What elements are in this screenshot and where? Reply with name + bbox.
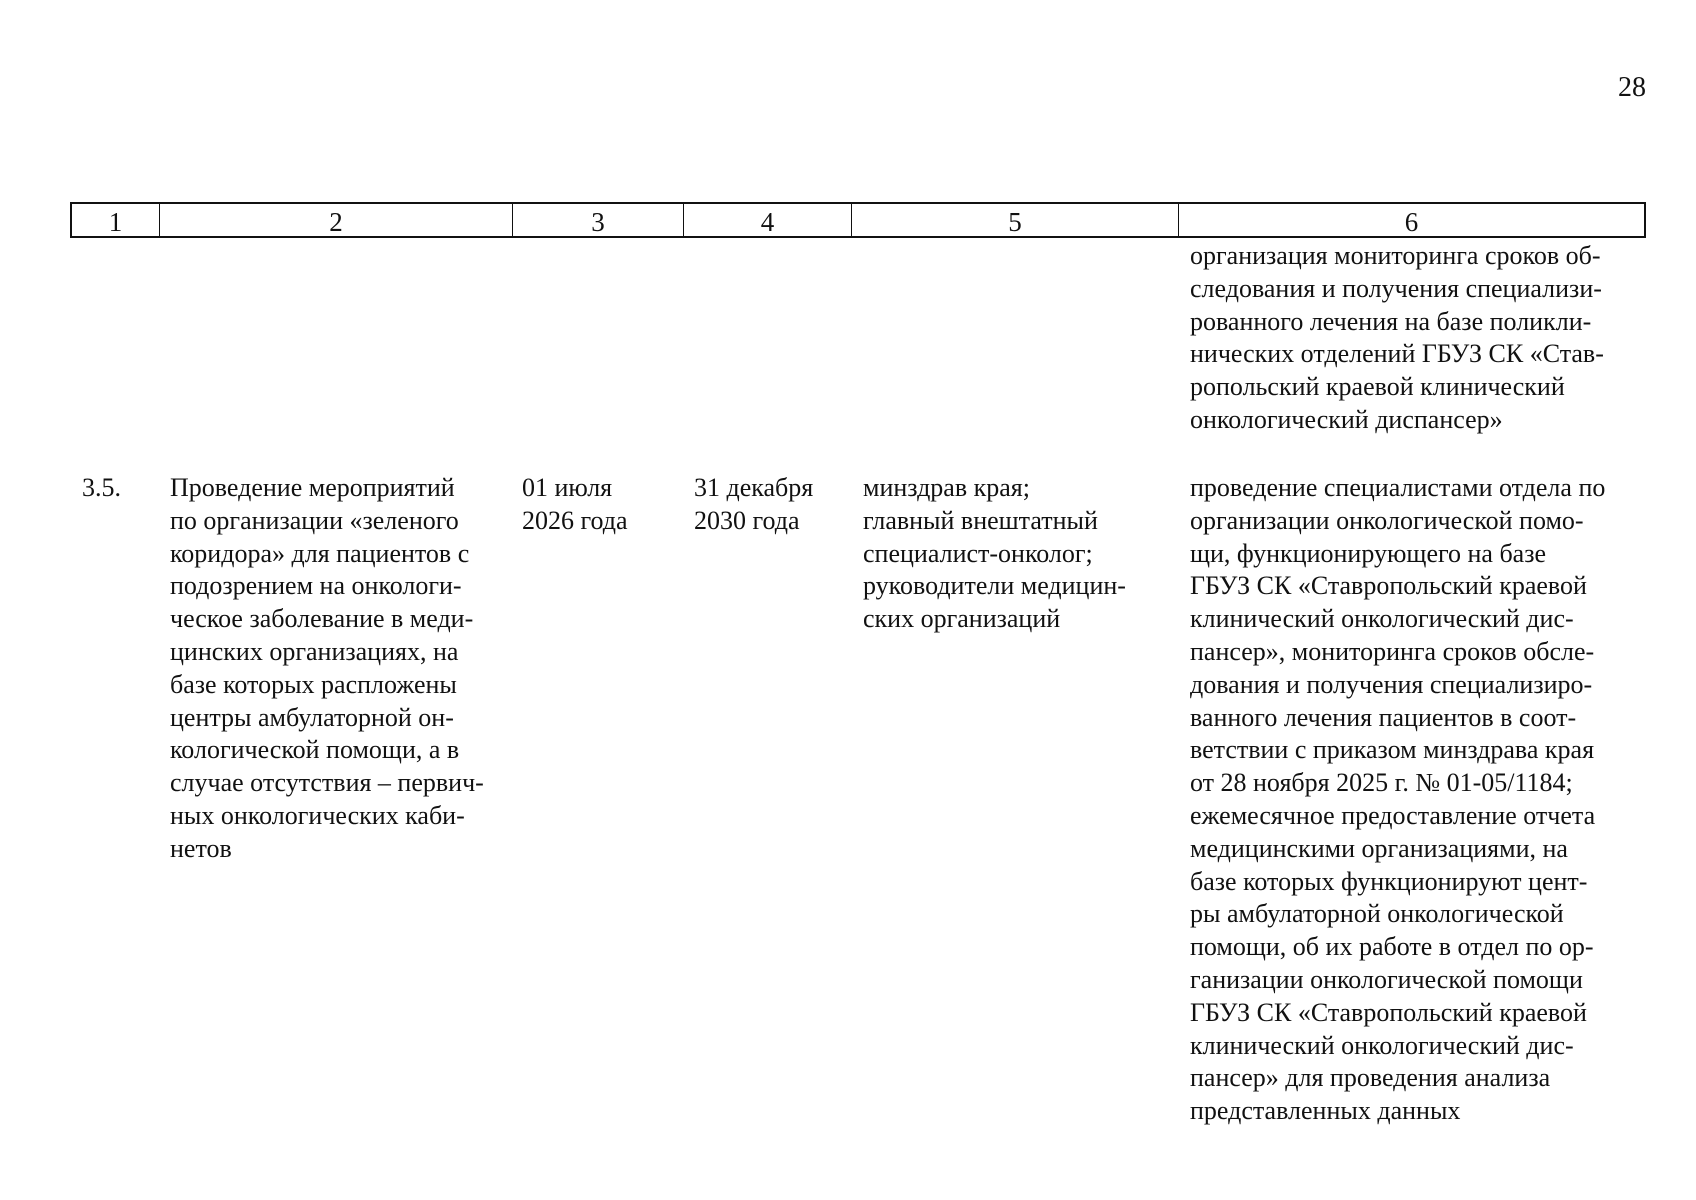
row-start-date: 01 июля 2026 года [522,473,628,535]
row-result-text: проведение специалистами отдела по организации онкологической помо- щи, функционирующего на базе ГБУЗ СК «Ставропольский краевой клинический онкологический дис- пансер», мониторинга сроков обсле- дования и получения специализиро- ванного лечения пациентов в соот- ветствии с приказом минздрава края от 28 ноября 2025 г. № 01-05/1184; ежемесячное предоставление отчета медицинскими организациями, на базе которых функционируют цент- ры амбулаторной онкологической помощи, об их работе в отдел по ор- ганизации онкологической помощи ГБУЗ СК «Ставропольский краевой клинический онкологический дис- пансер» для проведения анализа представленных данных [1190,473,1606,1126]
column-header-3: 3 [513,204,684,236]
row-responsible: минздрав края; главный внештатный специалист-онколог; руководители медицин- ских организаций [863,473,1126,634]
column-header-2: 2 [160,204,513,236]
table-header [70,202,1646,238]
column-header-6: 6 [1404,207,1419,237]
column-header-1: 1 [72,204,160,236]
column-header-4: 4 [684,204,852,236]
column-header-5: 5 [852,204,1179,236]
continuation-result-text: организация мониторинга сроков об- следования и получения специализи- рованного лечения на базе поликли- нических отделений ГБУЗ СК «Став- ропольский краевой клинический онкологический диспансер» [1190,241,1604,434]
page-number: 28 [1618,72,1646,103]
row-number: 3.5. [82,473,121,502]
row-measure-text: Проведение мероприятий по организации «зеленого коридора» для пациентов с подозрением на онкологи- ческое заболевание в меди- цинских организациях, на базе которых распложены центры амбулаторной он- кологической помощи, а в случае отсутствия – первич- ных онкологических каби- нетов [170,473,484,863]
row-end-date: 31 декабря 2030 года [694,473,814,535]
